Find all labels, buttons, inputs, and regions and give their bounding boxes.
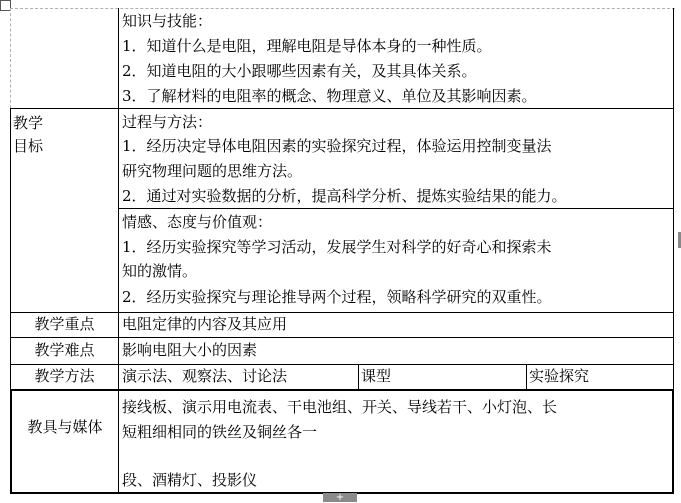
media-line: 短粗细相同的铁丝及铜丝各一 xyxy=(122,423,318,441)
column-divider xyxy=(358,364,359,390)
course-type-label: 课型 xyxy=(361,367,392,385)
key-point-label: 教学重点 xyxy=(34,315,95,333)
row-divider xyxy=(118,208,674,209)
media-line: 接线板、演示用电流表、干电池组、开关、导线若干、小灯泡、长 xyxy=(122,398,558,416)
goal-item: 知的激情。 xyxy=(122,262,198,280)
goal-item: 2．经历实验探究与理论推导两个过程，领略科学研究的双重性。 xyxy=(122,288,552,306)
section-title: 过程与方法： xyxy=(122,113,213,131)
right-border xyxy=(673,8,674,390)
key-point-value: 电阻定律的内容及其应用 xyxy=(122,315,288,333)
row-divider xyxy=(10,337,674,338)
goal-item: 研究物理问题的思维方法。 xyxy=(122,162,303,180)
difficulty-value: 影响电阻大小的因素 xyxy=(122,341,258,359)
media-right-border xyxy=(672,389,674,494)
column-divider xyxy=(526,364,527,390)
media-left-border xyxy=(10,389,12,494)
row-divider xyxy=(10,108,674,109)
difficulty-label: 教学难点 xyxy=(34,341,95,359)
goal-item: 1．经历实验探究等学习活动，发展学生对科学的好奇心和探索未 xyxy=(122,238,552,256)
column-divider xyxy=(118,389,119,494)
top-dashed-border xyxy=(10,8,675,9)
section-title: 情感、态度与价值观： xyxy=(122,213,273,231)
method-value: 演示法、观察法、讨论法 xyxy=(122,367,288,385)
goal-item: 1．知道什么是电阻，理解电阻是导体本身的一种性质。 xyxy=(122,37,492,55)
goal-item: 2．知道电阻的大小跟哪些因素有关，及其具体关系。 xyxy=(122,62,477,80)
row-divider xyxy=(10,389,674,391)
column-divider xyxy=(118,8,119,390)
goal-item: 2．通过对实验数据的分析，提高科学分析、提炼实验结果的能力。 xyxy=(122,187,567,205)
course-type-value: 实验探究 xyxy=(529,367,590,385)
media-line: 段、酒精灯、投影仪 xyxy=(122,471,258,489)
method-label: 教学方法 xyxy=(34,367,95,385)
goal-item: 1．经历决定导体电阻因素的实验探究过程，体验运用控制变量法 xyxy=(122,137,552,155)
add-row-handle[interactable]: + xyxy=(323,493,357,502)
left-dashed-border xyxy=(10,8,11,108)
goal-item: 3．了解材料的电阻率的概念、物理意义、单位及其影响因素。 xyxy=(122,87,537,105)
goals-label-line: 教学 xyxy=(13,114,44,132)
goals-label-line: 目标 xyxy=(13,137,44,155)
media-label: 教具与媒体 xyxy=(27,418,103,436)
section-title: 知识与技能： xyxy=(122,12,213,30)
